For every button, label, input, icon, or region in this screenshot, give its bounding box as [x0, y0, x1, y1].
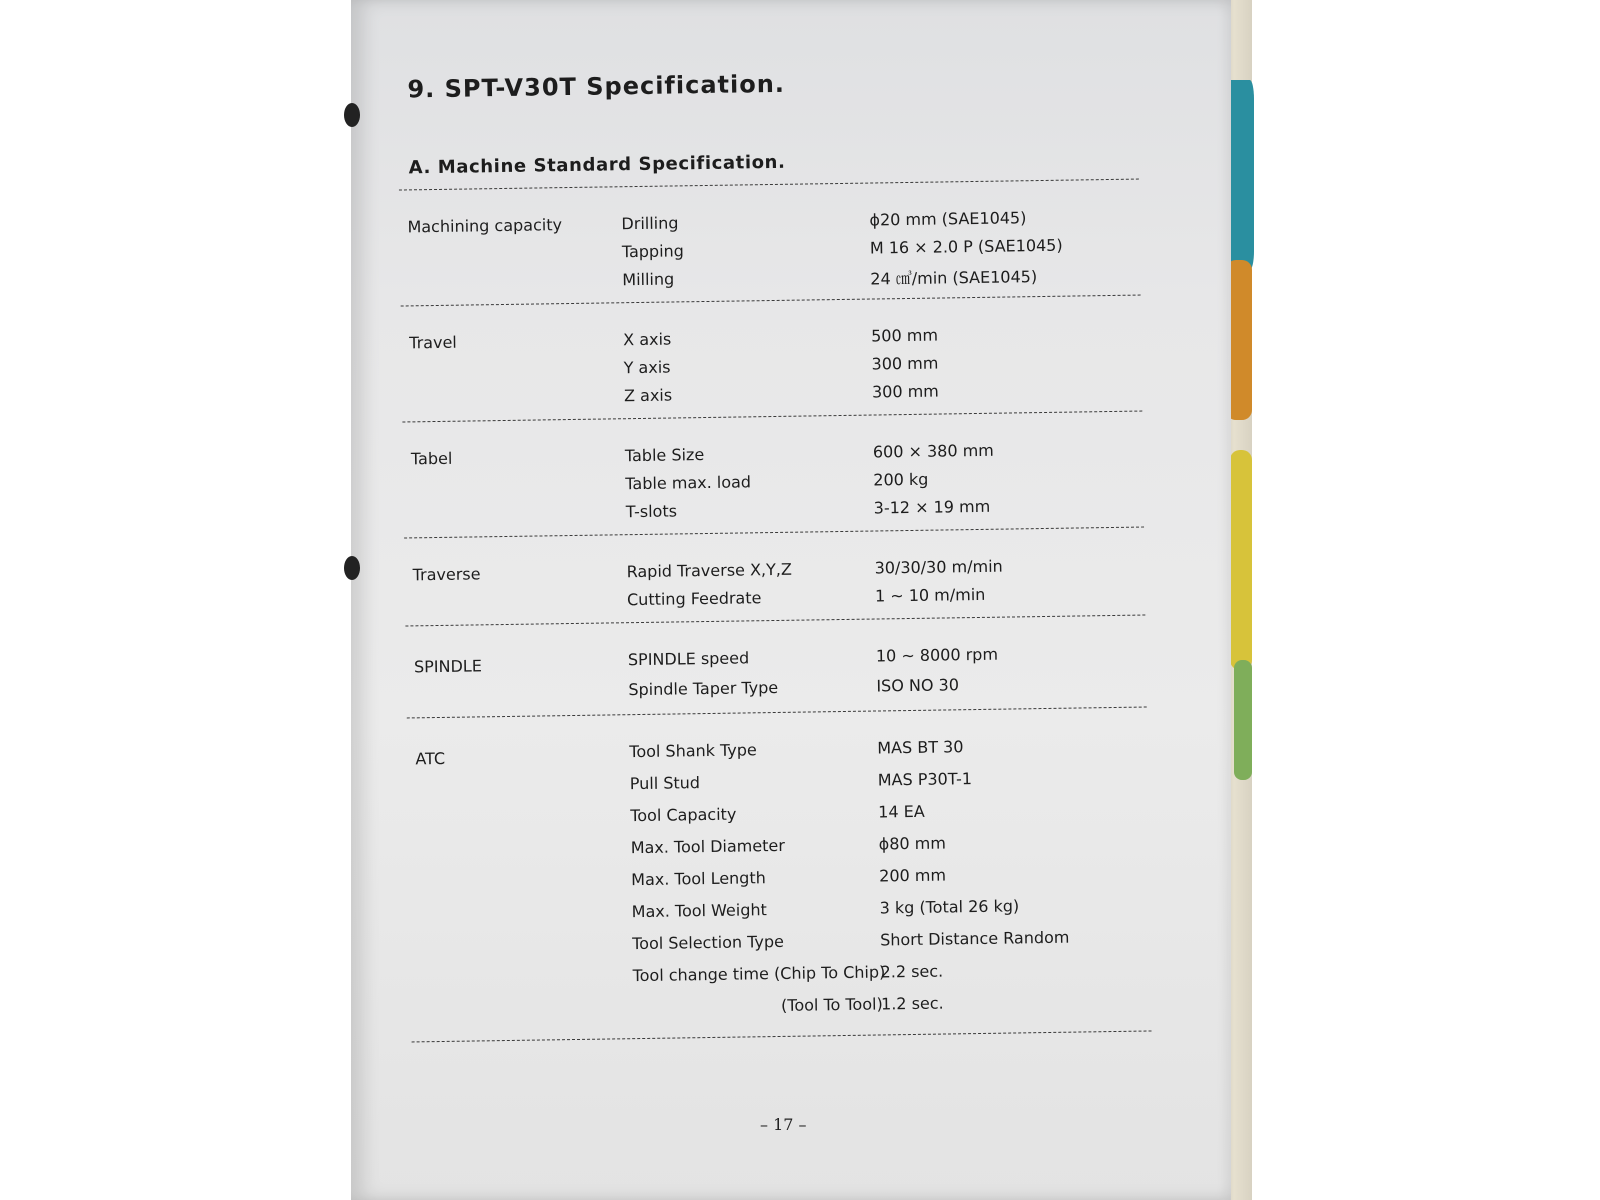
spec-item: Max. Tool Length — [631, 868, 766, 890]
spec-value: MAS P30T-1 — [877, 769, 973, 790]
group-label: ATC — [415, 748, 446, 769]
page-number: – 17 – — [760, 1115, 807, 1134]
spec-value: Short Distance Random — [879, 927, 1070, 950]
spec-value: 300 mm — [871, 353, 939, 374]
spec-item: Max. Tool Diameter — [630, 835, 785, 858]
spec-value: 2.2 sec. — [880, 961, 944, 982]
group-label: Machining capacity — [407, 215, 563, 237]
spec-group-traverse — [404, 543, 1145, 624]
group-label: Travel — [409, 332, 457, 353]
spec-item: Y axis — [623, 357, 671, 378]
spec-group-table — [403, 427, 1144, 534]
spec-item: Drilling — [621, 213, 679, 234]
spec-item: (Tool To Tool) — [780, 994, 883, 1015]
spec-value: 1 ~ 10 m/min — [874, 584, 986, 606]
spec-item: Pull Stud — [629, 773, 701, 794]
page-title: 9. SPT-V30T Specification. — [407, 69, 786, 104]
spec-item: Milling — [622, 269, 675, 290]
spec-value: 300 mm — [871, 381, 939, 402]
section-heading: A. Machine Standard Specification. — [408, 151, 786, 179]
spec-item: Tapping — [621, 241, 685, 262]
spec-item: Tool Capacity — [630, 804, 737, 826]
spec-item: Rapid Traverse X,Y,Z — [626, 559, 793, 582]
spec-row — [411, 990, 1151, 1029]
spec-value: MAS BT 30 — [877, 737, 964, 758]
spec-item: Table Size — [624, 445, 705, 466]
group-label: SPINDLE — [413, 656, 483, 677]
spec-item: Tool change time (Chip To Chip) — [632, 962, 886, 986]
spec-value: 200 kg — [873, 469, 929, 490]
spec-value: 30/30/30 m/min — [874, 556, 1003, 578]
spec-item: SPINDLE speed — [627, 648, 750, 670]
spec-group-atc — [407, 722, 1151, 1033]
spec-group-machining-capacity — [399, 195, 1140, 302]
spec-value: ϕ80 mm — [878, 833, 947, 854]
spec-value: 500 mm — [871, 325, 939, 346]
spec-value: 600 × 380 mm — [872, 440, 994, 462]
spec-group-spindle — [406, 631, 1147, 712]
divider — [399, 179, 1139, 191]
spec-group-travel — [401, 311, 1142, 418]
spec-item: Spindle Taper Type — [628, 677, 779, 700]
spec-item: Table max. load — [625, 472, 752, 494]
spec-value: 1.2 sec. — [880, 993, 944, 1014]
spec-item: Cutting Feedrate — [626, 588, 762, 610]
spec-item: X axis — [623, 329, 672, 350]
group-label: Tabel — [410, 448, 453, 469]
spec-value: 14 EA — [878, 801, 925, 822]
group-label: Traverse — [412, 564, 481, 585]
binder-hole — [344, 556, 360, 580]
spec-item: Z axis — [623, 385, 673, 406]
spec-value: 10 ~ 8000 rpm — [875, 644, 999, 666]
page-content — [397, 55, 1153, 1136]
tab-marker-yellow — [1230, 450, 1252, 670]
spec-value: M 16 × 2.0 P (SAE1045) — [869, 235, 1063, 258]
spec-value: 3 kg (Total 26 kg) — [879, 896, 1020, 918]
divider — [412, 1030, 1152, 1042]
tab-marker-green — [1234, 660, 1252, 780]
spec-item: Max. Tool Weight — [631, 900, 767, 922]
spec-value: ISO NO 30 — [876, 675, 960, 696]
spec-value: 24 ㎤/min (SAE1045) — [870, 267, 1038, 289]
spec-value: 200 mm — [879, 865, 947, 886]
spec-value: ϕ20 mm (SAE1045) — [869, 208, 1027, 230]
spec-value: 3-12 × 19 mm — [873, 496, 991, 518]
spec-item: Tool Shank Type — [629, 740, 757, 762]
spec-item: Tool Selection Type — [632, 931, 785, 954]
binder-hole — [344, 103, 360, 127]
spec-item: T-slots — [625, 501, 678, 522]
